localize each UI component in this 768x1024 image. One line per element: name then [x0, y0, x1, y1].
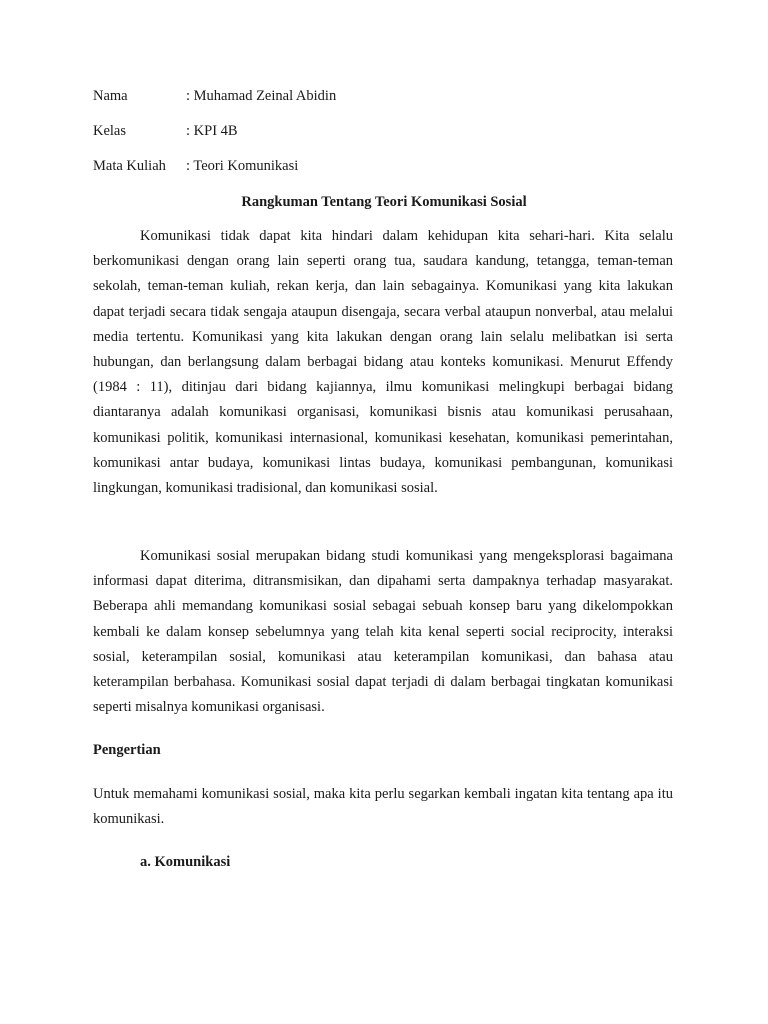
- paragraph-1: Komunikasi tidak dapat kita hindari dalam kehidupan kita sehari-hari. Kita selalu berkomunikasi dengan orang lain seperti orang tua, saudara kandung, tetangga, teman-teman sekolah, teman-teman kuliah, rekan kerja, dan lain sebagainya. Komunikasi yang kita lakukan dapat terjadi secara tidak sengaja ataupun disengaja, secara verbal ataupun nonverbal, atau melalui media tertentu. Komunikasi yang kita lakukan dengan orang lain selalu melibatkan isi serta hubungan, dan berlangsung dalam berbagai bidang atau konteks komunikasi. Menurut Effendy (1984 : 11), ditinjau dari bidang kajiannya, ilmu komunikasi melingkupi berbagai bidang diantaranya adalah komunikasi organisasi, komunikasi bisnis atau komunikasi perusahaan, komunikasi politik, komunikasi internasional, komunikasi kesehatan, komunikasi pemerintahan, komunikasi antar budaya, komunikasi lintas budaya, komunikasi pembangunan, komunikasi lingkungan, komunikasi tradisional, dan komunikasi sosial.: [93, 228, 673, 497]
- kelas-label: Kelas: [93, 123, 127, 139]
- matkul-value: : Teori Komunikasi: [186, 158, 299, 174]
- matkul-label: Mata Kuliah: [93, 158, 166, 174]
- meta-kelas: [93, 121, 238, 141]
- subsection-heading: a. Komunikasi: [140, 854, 231, 870]
- kelas-value: : KPI 4B: [186, 123, 238, 139]
- paragraph-3: Untuk memahami komunikasi sosial, maka kita perlu segarkan kembali ingatan kita tentang apa itu komunikasi.: [93, 786, 673, 828]
- nama-label: Nama: [93, 88, 128, 104]
- nama-value: : Muhamad Zeinal Abidin: [186, 88, 337, 104]
- meta-mata-kuliah: [93, 156, 298, 176]
- paragraph-2: Komunikasi sosial merupakan bidang studi komunikasi yang mengeksplorasi bagaimana informasi dapat diterima, ditransmisikan, dan dipahami serta dampaknya terhadap masyarakat. Beberapa ahli memandang komunikasi sosial sebagai sebuah konsep baru yang dikelompokkan kembali ke dalam konsep sebelumnya yang telah kita kenal seperti social reciprocity, interaksi sosial, keterampilan sosial, komunikasi atau keterampilan komunikasi, dan bahasa atau keterampilan berbahasa. Komunikasi sosial dapat terjadi di dalam berbagai tingkatan komunikasi seperti misalnya komunikasi organisasi.: [93, 548, 673, 716]
- meta-nama: [93, 86, 336, 106]
- section-heading: Pengertian: [93, 742, 161, 758]
- document-title: Rangkuman Tentang Teori Komunikasi Sosial: [241, 194, 527, 210]
